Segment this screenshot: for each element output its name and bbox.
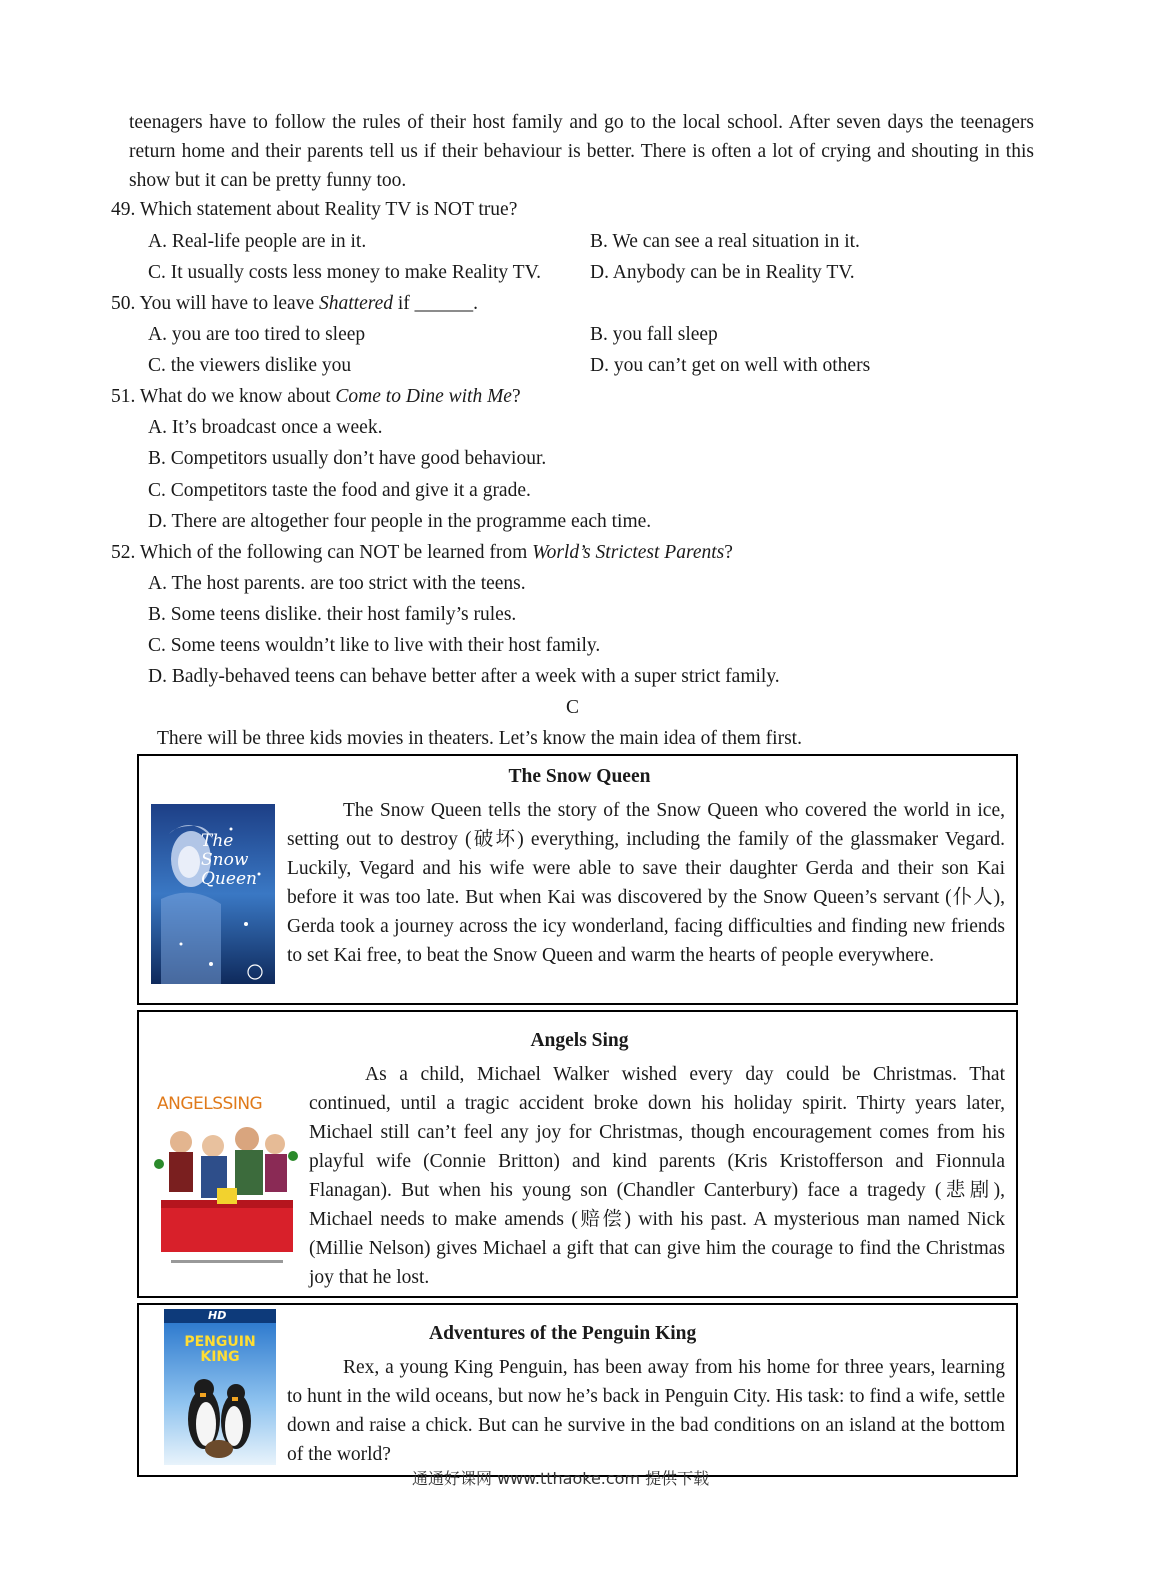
question-52-option-d: D. Badly-behaved teens can behave better after a week with a super strict family. <box>148 666 780 687</box>
question-51-stem-pre: 51. What do we know about <box>111 386 336 407</box>
angels-sing-poster <box>151 1084 303 1274</box>
movie-description-text: As a child, Michael Walker wished every day could be Christmas. That continued, until a tragic accident broke down his holiday spirit. Thirty years later, Michael still can’t feel any joy for Christmas, though encouragement comes from his playful wife (Connie Britton) and kind parents (Kris Kristofferson and Fionnula Flanagan). But when his young son (Chandler Canterbury) face a tragedy (悲剧), Michael needs to make amends (赔偿) with his past. A mysterious man named Nick (Millie Nelson) gives Michael a gift that can give him the courage to find the Christmas joy that he lost. <box>309 1064 1005 1288</box>
question-51-option-d: D. There are altogether four people in the programme each time. <box>148 511 652 532</box>
movie-box-angels-sing <box>137 1010 1018 1298</box>
movie-description <box>309 1060 1005 1292</box>
penguin-king-poster <box>164 1309 276 1465</box>
question-51-stem-post: ? <box>511 386 521 407</box>
question-51-option-a: A. It’s broadcast once a week. <box>148 417 383 438</box>
question-50-stem-pre: 50. You will have to leave <box>111 293 319 314</box>
movie-description-text: The Snow Queen tells the story of the Snow Queen who covered the world in ice, setting out to destroy (破坏) everything, including the family of the glassmaker Vegard. Luckily, Vegard and his wife were able to save their daughter Gerda and their son Kai before it was too late. But when Kai was discovered by the Snow Queen’s servant (仆人), Gerda took a journey across the icy wonderland, facing difficulties and finding new friends to set Kai free, to beat the Snow Queen and warm the hearts of people everywhere. <box>287 800 1005 966</box>
question-49-option-d: D. Anybody can be in Reality TV. <box>590 262 855 283</box>
movie-box-snow-queen <box>137 754 1018 1005</box>
penguin-king-poster-title: PENGUIN KING <box>184 1334 256 1365</box>
question-51-stem-italic: Come to Dine with Me <box>335 386 512 407</box>
footer-watermark: 通通好课网 www.tthaoke.com 提供下载 <box>412 1469 710 1488</box>
question-52-option-b: B. Some teens dislike. their host family’s rules. <box>148 604 517 625</box>
movie-description-text: Rex, a young King Penguin, has been away from his home for three years, learning to hunt in the wild oceans, but now he’s back in Penguin City. His task: to find a wife, settle down and raise a chick. But can he survive in the bad conditions on an island at the bottom of the world? <box>287 1357 1005 1465</box>
question-52-stem-pre: 52. Which of the following can NOT be learned from <box>111 542 533 563</box>
question-52-stem-post: ? <box>724 542 733 563</box>
penguin-king-poster-badge: HD <box>208 1309 227 1322</box>
question-49-option-b: B. We can see a real situation in it. <box>590 231 860 252</box>
question-51-option-c: C. Competitors taste the food and give it a grade. <box>148 480 531 501</box>
movie-description <box>287 1353 1005 1469</box>
snow-queen-poster-title: The Snow Queen <box>201 831 257 889</box>
movie-title: Adventures of the Penguin King <box>429 1323 697 1344</box>
angels-sing-poster-title: ANGELSSING <box>157 1094 263 1114</box>
question-50-stem-italic: Shattered <box>318 293 393 314</box>
movie-box-penguin-king <box>137 1303 1018 1477</box>
question-50-option-a: A. you are too tired to sleep <box>148 324 366 345</box>
question-50-option-b: B. you fall sleep <box>590 324 718 345</box>
question-50-stem-post: if ______. <box>393 293 479 314</box>
question-49-option-a: A. Real-life people are in it. <box>148 231 367 252</box>
question-49-option-c: C. It usually costs less money to make Reality TV. <box>148 262 542 283</box>
question-51-stem <box>111 384 521 410</box>
intro-paragraph: teenagers have to follow the rules of their host family and go to the local school. After seven days the teenagers return home and their parents tell us if their behaviour is better. There is often a lot of crying and shouting in this show but it can be pretty funny too. <box>129 112 1034 191</box>
movie-description <box>287 796 1005 970</box>
question-52-option-a: A. The host parents. are too strict with the teens. <box>148 573 526 594</box>
question-50-option-c: C. the viewers dislike you <box>148 355 352 376</box>
question-50-option-d: D. you can’t get on well with others <box>590 355 871 376</box>
section-intro: There will be three kids movies in theaters. Let’s know the main idea of them first. <box>157 728 802 749</box>
section-letter: C <box>566 697 580 718</box>
question-51-option-b: B. Competitors usually don’t have good behaviour. <box>148 448 547 469</box>
movie-title: The Snow Queen <box>508 766 651 787</box>
question-49-stem: 49. Which statement about Reality TV is NOT true? <box>111 199 518 220</box>
question-52-option-c: C. Some teens wouldn’t like to live with their host family. <box>148 635 601 656</box>
movie-title: Angels Sing <box>530 1030 629 1051</box>
snow-queen-poster <box>151 804 275 984</box>
question-52-stem-italic: World’s Strictest Parents <box>532 542 725 563</box>
question-52-stem <box>111 540 733 566</box>
question-50-stem <box>111 291 478 317</box>
